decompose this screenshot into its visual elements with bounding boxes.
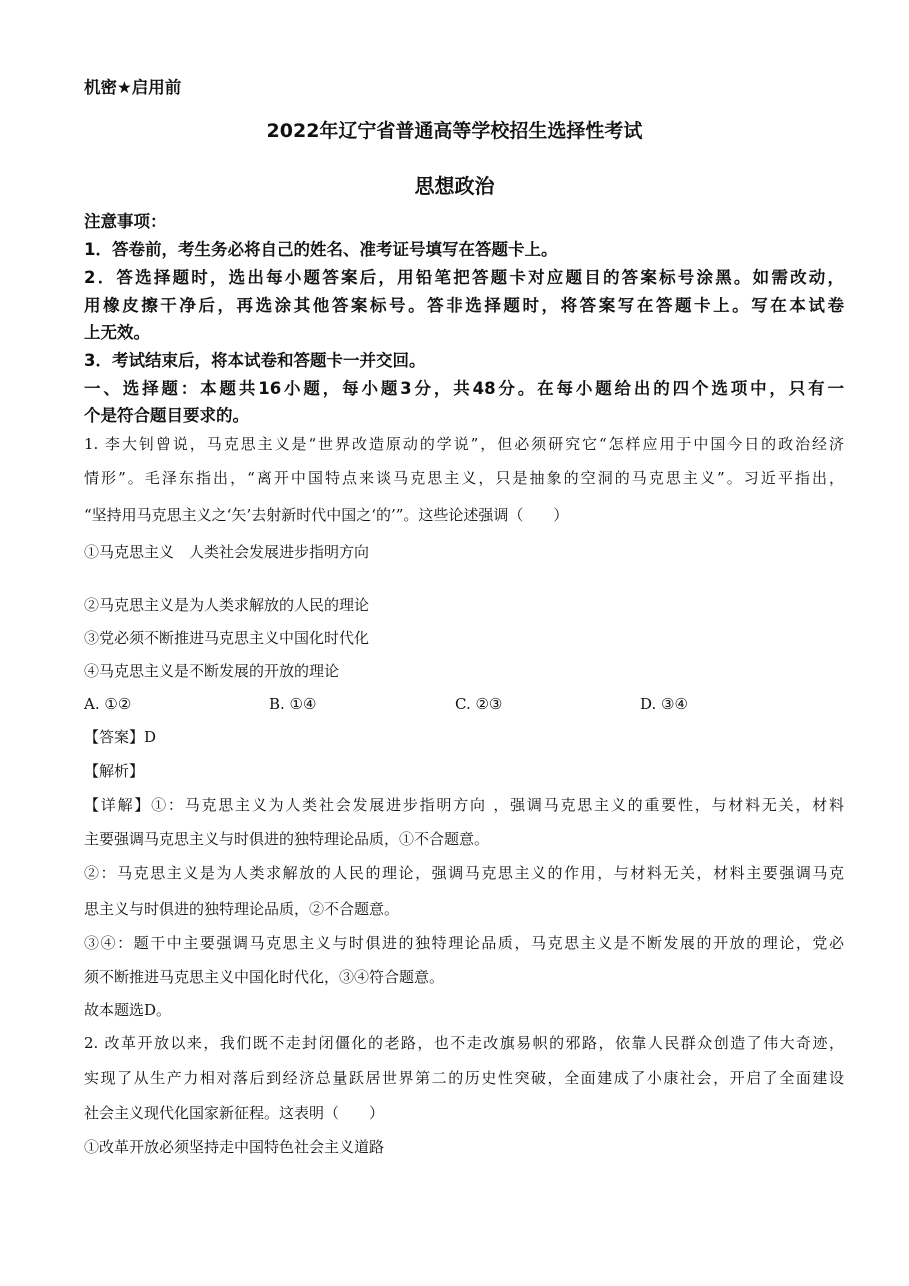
notice-item: 2．答选择题时，选出每小题答案后，用铅笔把答题卡对应题目的答案标号涂黑。如需改动， (84, 268, 844, 287)
exam-title: 2022年辽宁省普通高等学校招生选择性考试 (266, 120, 643, 142)
statement: ③党必须不断推进马克思主义中国化时代化 (84, 629, 370, 647)
notice-item: 1．答卷前，考生务必将自己的姓名、准考证号填写在答题卡上。 (84, 240, 558, 259)
notice-item: 上无效。 (84, 323, 150, 342)
analysis-line: 故本题选D。 (84, 1001, 172, 1019)
notice-item: 3．考试结束后，将本试卷和答题卡一并交回。 (84, 351, 426, 370)
question-stem: 实现了从生产力相对落后到经济总量跃居世界第二的历史性突破，全面建成了小康社会，开启了全面建设 (84, 1069, 844, 1087)
analysis-line: ③④：题干中主要强调马克思主义与时俱进的独特理论品质，马克思主义是不断发展的开放的理论，党必 (84, 934, 844, 952)
question-stem: 2. 改革开放以来，我们既不走封闭僵化的老路，也不走改旗易帜的邪路，依靠人民群众创造了伟大奇迹， (84, 1034, 844, 1052)
statement: ④马克思主义是不断发展的开放的理论 (84, 662, 340, 680)
analysis-line: 主要强调马克思主义与时俱进的独特理论品质，①不合题意。 (84, 830, 490, 848)
question-stem: 社会主义现代化国家新征程。这表明（ ） (84, 1104, 385, 1122)
notice-item: 用橡皮擦干净后，再选涂其他答案标号。答非选择题时，将答案写在答题卡上。写在本试卷 (84, 296, 844, 315)
section-heading: 一、选择题：本题共16小题，每小题3分，共48分。在每小题给出的四个选项中，只有一 (84, 379, 844, 398)
statement: ①改革开放必须坚持走中国特色社会主义道路 (84, 1138, 385, 1156)
confidential-label: 机密★启用前 (84, 78, 182, 97)
option-b: B. ①④ (269, 695, 317, 713)
statement: ②马克思主义是为人类求解放的人民的理论 (84, 596, 370, 614)
question-stem: 情形”。毛泽东指出，“离开中国特点来谈马克思主义，只是抽象的空洞的马克思主义”。习近平指出， (84, 469, 844, 487)
analysis-line: 思主义与时俱进的独特理论品质，②不合题意。 (84, 900, 400, 918)
subject-title: 思想政治 (414, 174, 495, 198)
option-d: D. ③④ (640, 695, 688, 713)
option-a: A. ①② (84, 695, 132, 713)
notice-heading: 注意事项： (84, 212, 167, 231)
option-c: C. ②③ (455, 695, 503, 713)
answer-label: 【答案】D (84, 728, 157, 746)
analysis-line: ②：马克思主义是为人类求解放的人民的理论，强调马克思主义的作用，与材料无关，材料主要强调马克 (84, 864, 844, 882)
analysis-label: 【解析】 (84, 762, 145, 780)
question-stem: “坚持用马克思主义之‘矢’去射新时代中国之‘的’”。这些论述强调（ ） (84, 506, 569, 524)
question-stem: 1. 李大钊曾说，马克思主义是“世界改造原动的学说”，但必须研究它“怎样应用于中国今日的政治经济 (84, 435, 844, 453)
analysis-line: 须不断推进马克思主义中国化时代化，③④符合题意。 (84, 968, 445, 986)
section-heading: 个是符合题目要求的。 (84, 406, 249, 425)
analysis-line: 【详解】①：马克思主义为人类社会发展进步指明方向 ，强调马克思主义的重要性，与材料无关，材料 (84, 796, 844, 814)
statement: ①马克思主义 人类社会发展进步指明方向 (84, 543, 370, 561)
